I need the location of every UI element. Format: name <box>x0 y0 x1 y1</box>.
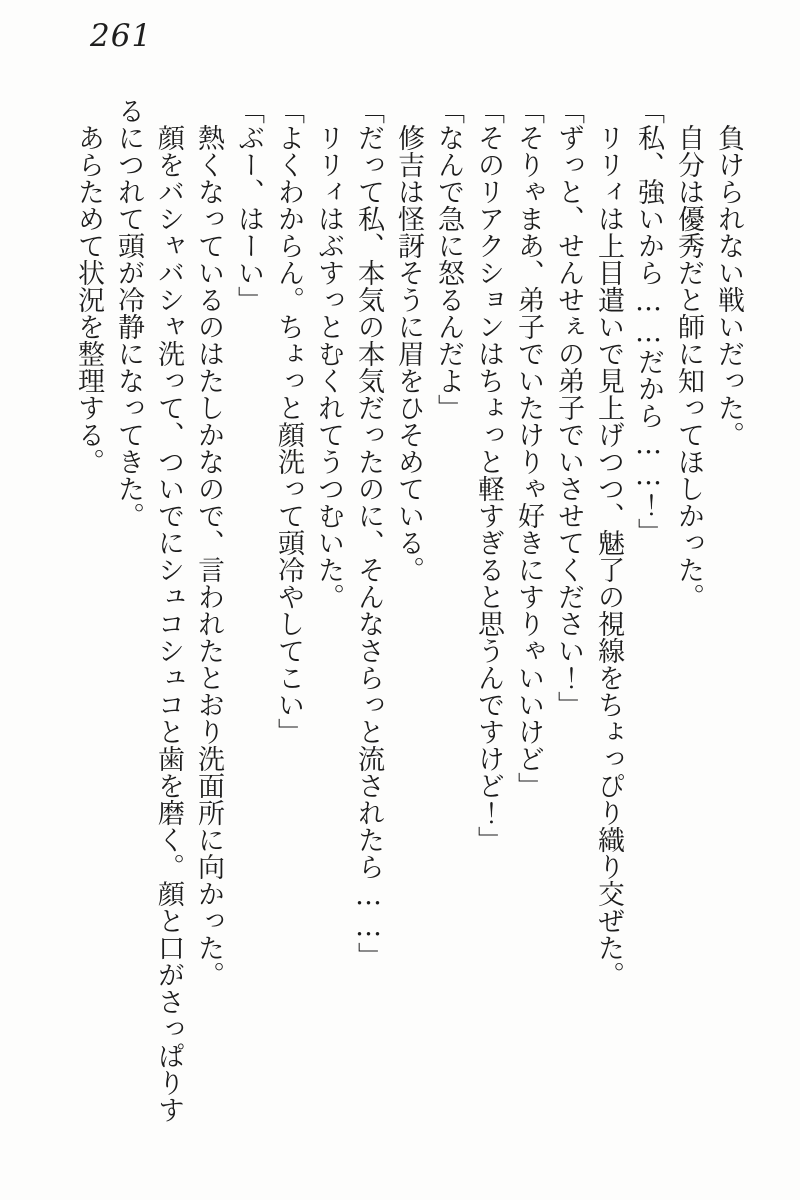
text-line: 負けられない戦いだった。 <box>713 124 744 448</box>
text-line: 自分は優秀だと師に知ってほしかった。 <box>673 124 704 610</box>
text-line: あらためて状況を整理する。 <box>73 124 104 475</box>
page-number: 261 <box>90 18 153 54</box>
text-line: 「よくわからん。ちょっと顔洗って頭冷やしてこい」 <box>273 97 304 745</box>
text-line: 顔をバシャバシャ洗って、ついでにシュコシュコと歯を磨く。顔と口がさっぱりす <box>153 124 184 1123</box>
text-line: るにつれて頭が冷静になってきた。 <box>113 97 144 529</box>
text-line: リリィは上目遣いで見上げつつ、魅了の視線をちょっぴり織り交ぜた。 <box>593 124 624 988</box>
text-line: 修吉は怪訝そうに眉をひそめている。 <box>393 124 424 583</box>
text-line: 「ぶー、はーい」 <box>233 97 264 313</box>
text-line: 「そりゃまあ、弟子でいたけりゃ好きにすりゃいいけど」 <box>513 97 544 799</box>
text-line: 熱くなっているのはたしかなので、言われたとおり洗面所に向かった。 <box>193 124 224 988</box>
text-line: 「なんで急に怒るんだよ」 <box>433 97 464 421</box>
text-line: 「私、強いから……だから……！」 <box>633 97 664 545</box>
text-line: 「だって私、本気の本気だったのに、そんなさらっと流されたら……」 <box>353 97 384 969</box>
text-line: 「そのリアクションはちょっと軽すぎると思うんですけど！」 <box>473 97 504 853</box>
vertical-text-block <box>68 97 748 1129</box>
text-line: 「ずっと、せんせぇの弟子でいさせてください！」 <box>553 97 584 718</box>
text-line: リリィはぶすっとむくれてうつむいた。 <box>313 124 344 610</box>
